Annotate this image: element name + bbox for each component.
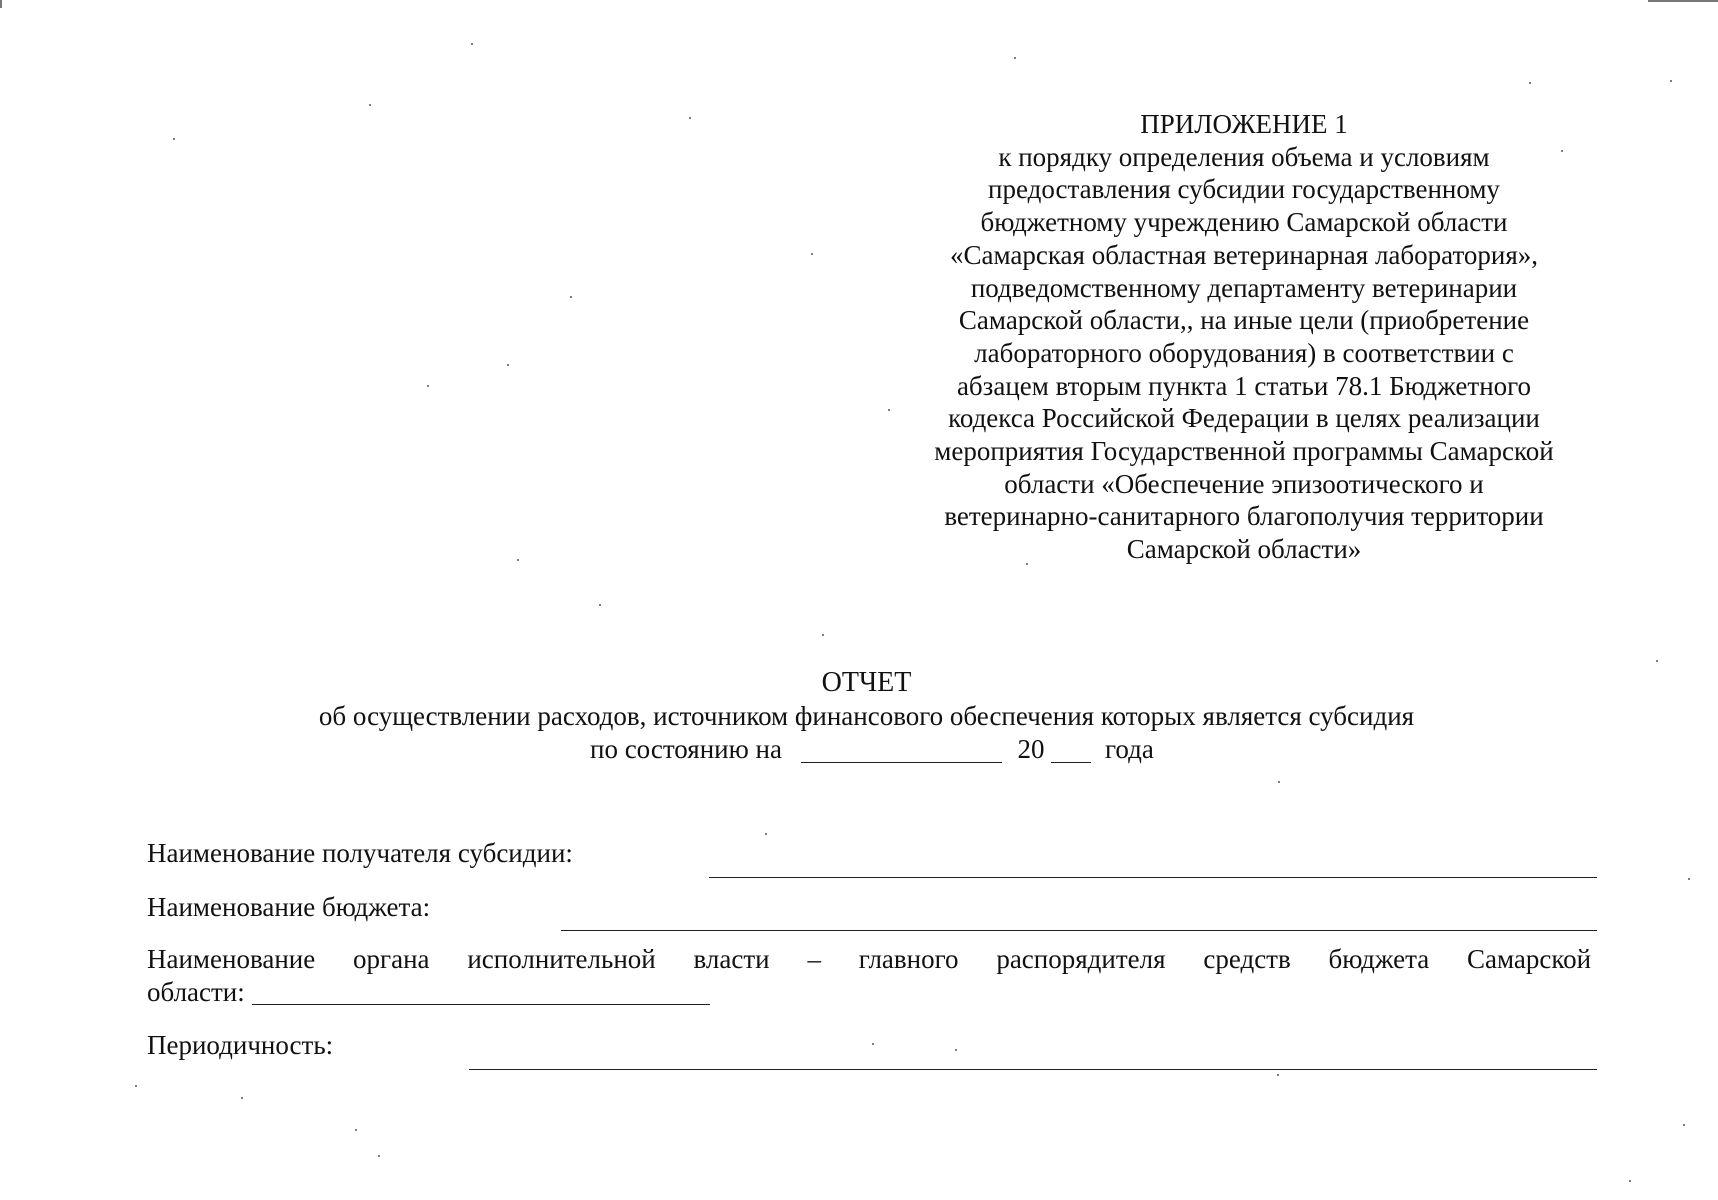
scan-speck: [955, 1049, 957, 1051]
authority-word: исполнительной: [467, 944, 656, 974]
scan-speck: [1670, 80, 1672, 82]
scan-edge-mark-left: [0, 0, 2, 8]
budget-line[interactable]: [561, 930, 1597, 931]
date-blank[interactable]: [801, 732, 1002, 763]
scan-speck: [1656, 660, 1658, 662]
appendix-block: [898, 108, 1590, 566]
scan-speck: [689, 117, 691, 119]
scan-speck: [570, 296, 572, 298]
scan-speck: [1629, 1180, 1631, 1182]
appendix-line: предоставления субсидии государственному: [988, 174, 1500, 205]
scan-speck: [811, 253, 813, 255]
report-subtitle: об осуществлении расходов, источником финансового обеспечения которых является субсидия: [318, 701, 1415, 731]
report-title: ОТЧЕТ: [821, 667, 912, 698]
authority-word: Самарской: [1467, 944, 1592, 974]
appendix-line: Самарской области,, на иные цели (приобретение: [958, 305, 1530, 336]
authority-word: бюджета: [1328, 944, 1430, 974]
date-prefix: по состоянию на: [590, 734, 782, 764]
scan-speck: [241, 1097, 243, 1099]
scan-speck: [888, 409, 890, 411]
scan-speck: [517, 559, 519, 561]
scan-edge-mark: [1648, 0, 1718, 2]
scan-speck: [355, 1129, 357, 1131]
appendix-line: подведомственному департаменту ветеринарии: [970, 272, 1518, 303]
scan-speck: [378, 1155, 380, 1157]
appendix-line: лабораторного оборудования) в соответствии с: [974, 337, 1514, 368]
authority-word: –: [807, 944, 821, 974]
scan-speck: [765, 833, 767, 835]
scan-speck: [1688, 878, 1690, 880]
appendix-line: Самарской области»: [1126, 534, 1362, 565]
scan-speck: [1014, 57, 1016, 59]
recipient-line[interactable]: [709, 877, 1597, 878]
periodicity-line[interactable]: [469, 1069, 1597, 1070]
scan-speck: [1561, 150, 1563, 152]
scan-speck: [872, 1043, 874, 1045]
scan-speck: [471, 43, 473, 45]
appendix-line: области «Обеспечение эпизоотического и: [1004, 468, 1484, 499]
appendix-line: ветеринарно-санитарного благополучия территории: [944, 501, 1544, 532]
budget-label: Наименование бюджета:: [147, 892, 431, 922]
scan-speck: [1026, 563, 1028, 565]
authority-label-line2: области:: [147, 977, 245, 1007]
authority-word: Наименование: [147, 944, 316, 974]
scan-speck: [427, 385, 429, 387]
authority-word: средств: [1203, 944, 1291, 974]
scan-speck: [1529, 82, 1531, 84]
authority-line[interactable]: [252, 1004, 710, 1005]
authority-label: [147, 942, 1591, 976]
date-suffix: года: [1104, 734, 1154, 764]
date-year-prefix: 20: [1017, 734, 1045, 764]
appendix-line: мероприятия Государственной программы Самарской: [934, 436, 1554, 467]
scan-speck: [173, 138, 175, 140]
scan-speck: [135, 1085, 137, 1087]
scan-speck: [369, 104, 371, 106]
authority-word: распорядителя: [996, 944, 1166, 974]
scan-speck: [1278, 781, 1280, 783]
year-blank[interactable]: [1051, 732, 1091, 763]
scan-speck: [1683, 1124, 1685, 1126]
recipient-label: Наименование получателя субсидии:: [147, 838, 573, 868]
appendix-line: кодекса Российской Федерации в целях реализации: [948, 403, 1540, 434]
appendix-line: абзацем вторым пункта 1 статьи 78.1 Бюджетного: [956, 370, 1532, 401]
scan-speck: [1277, 1074, 1279, 1076]
authority-word: органа: [353, 944, 430, 974]
appendix-title: ПРИЛОЖЕНИЕ 1: [1140, 109, 1348, 139]
authority-word: главного: [858, 944, 959, 974]
scan-speck: [599, 604, 601, 606]
periodicity-label: Периодичность:: [147, 1030, 334, 1060]
appendix-line: бюджетному учреждению Самарской области: [980, 207, 1508, 238]
report-date-line: [590, 732, 1154, 766]
scan-speck: [507, 364, 509, 366]
appendix-line: «Самарская областная ветеринарная лаборатория»,: [949, 239, 1538, 270]
scan-speck: [822, 634, 824, 636]
appendix-line: к порядку определения объема и условиям: [998, 141, 1490, 172]
authority-word: власти: [693, 944, 770, 974]
